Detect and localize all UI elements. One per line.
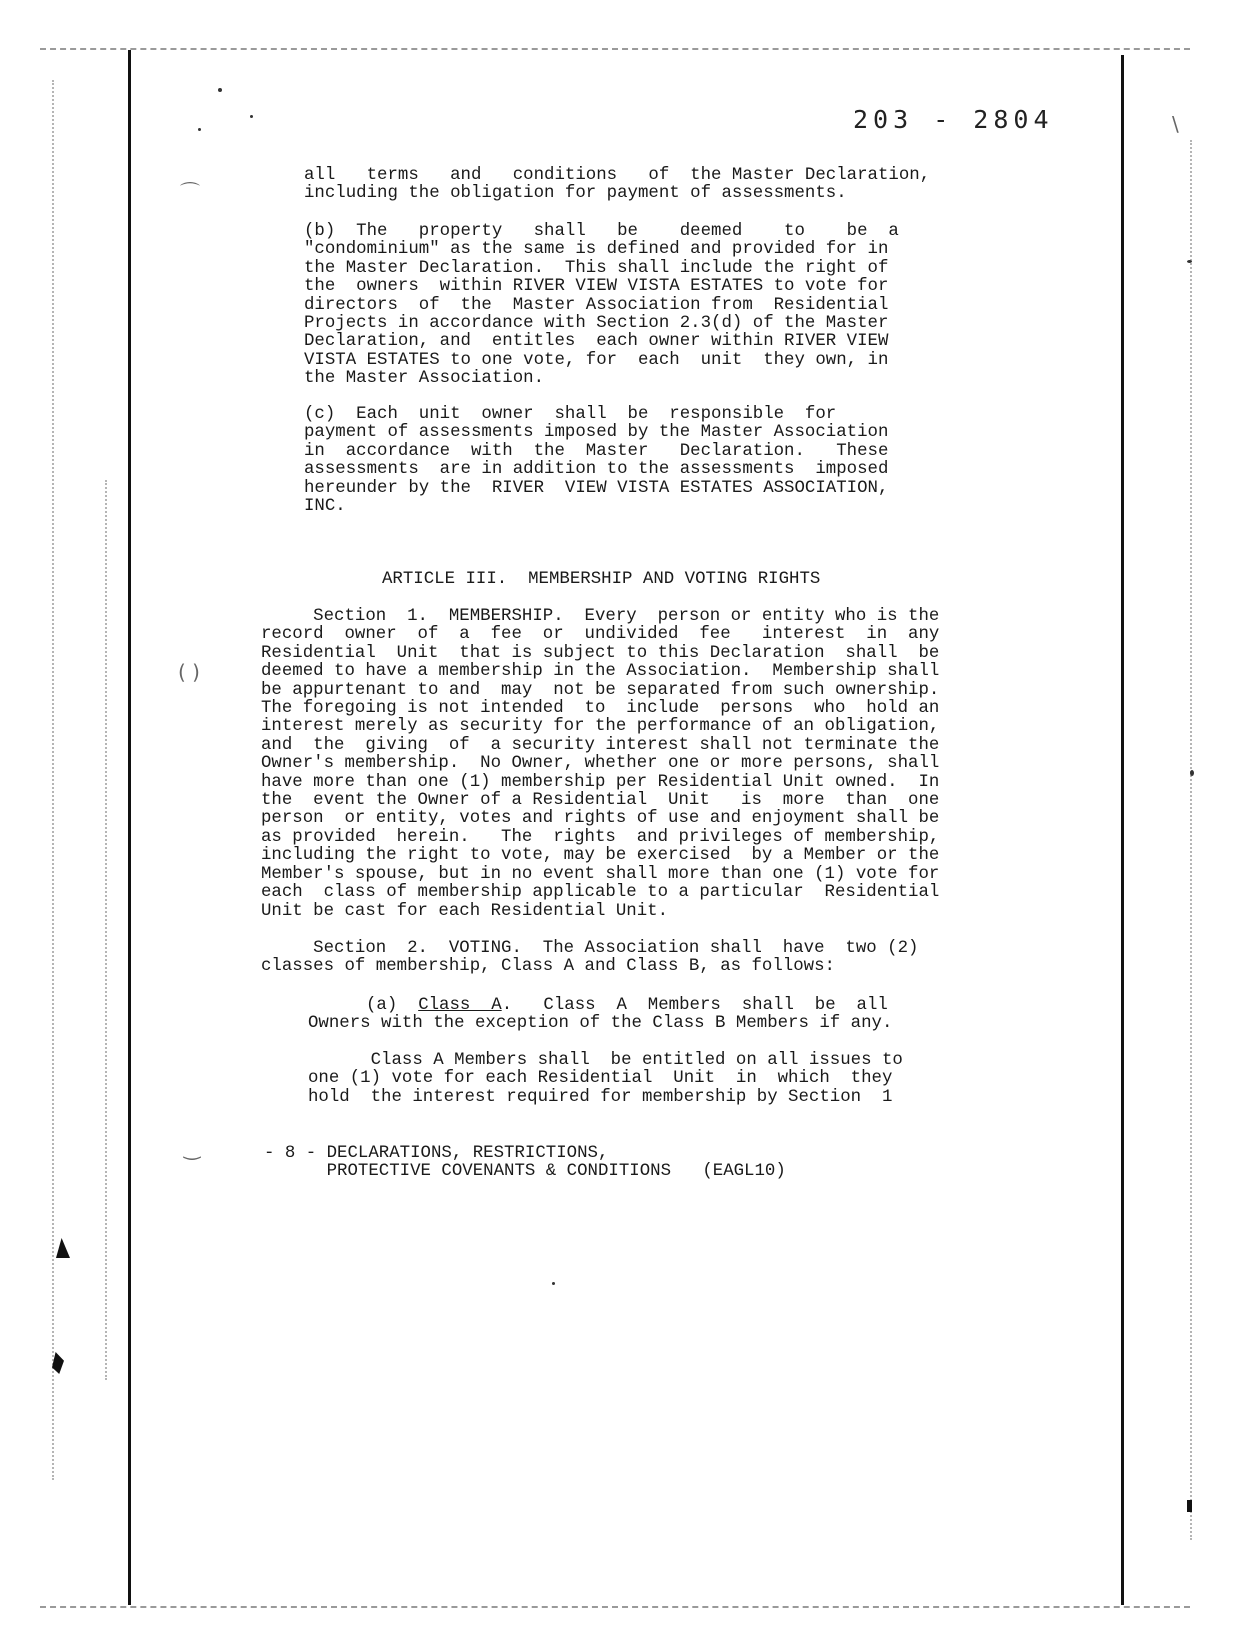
paragraph-b-line: the Master Declaration. This shall include the right of (304, 258, 889, 278)
footer-line: - 8 - DECLARATIONS, RESTRICTIONS, (264, 1144, 609, 1163)
class-a-line-2: Owners with the exception of the Class B Members if any. (308, 1014, 893, 1033)
class-a-votes-line: hold the interest required for membership by Section 1 (308, 1087, 893, 1107)
section-1-line: Section 1. MEMBERSHIP. Every person or entity who is the (261, 607, 940, 626)
scan-speck (250, 115, 253, 118)
continuation-line: including the obligation for payment of assessments. (304, 184, 847, 204)
continuation-line: all terms and conditions of the Master Declaration, (304, 166, 931, 185)
section-1-membership (261, 608, 939, 921)
paragraph-b-line: directors of the Master Association from Residential (304, 295, 889, 315)
class-a-votes-line: one (1) vote for each Residential Unit in which they (308, 1069, 893, 1089)
section-1-line: as provided herein. The rights and privileges of membership, (261, 827, 940, 847)
scan-speck (218, 88, 222, 92)
section-1-line: Member's spouse, but in no event shall more than one (1) vote for (261, 864, 940, 884)
scan-border-right (1121, 55, 1124, 1605)
scan-edge-top (40, 48, 1190, 50)
scan-mark: ‿ (184, 1136, 201, 1160)
paragraph-b-line: (b) The property shall be deemed to be a (304, 222, 899, 241)
paragraph-c-line: in accordance with the Master Declaration. These (304, 441, 889, 461)
continuation-paragraph (304, 167, 930, 204)
scan-blot (1187, 1500, 1192, 1512)
section-2-line: classes of membership, Class A and Class B, as follows: (261, 957, 835, 977)
scan-edge-bottom (40, 1606, 1190, 1608)
footer-line: PROTECTIVE COVENANTS & CONDITIONS (EAGL10) (264, 1162, 786, 1182)
scan-mark: \ (1172, 112, 1179, 136)
paragraph-c-line: assessments are in addition to the assessments imposed (304, 460, 889, 480)
paragraph-c-line: hereunder by the RIVER VIEW VISTA ESTATES ASSOCIATION, (304, 478, 889, 498)
scan-mark: ⌒ (180, 180, 200, 204)
section-2-line: Section 2. VOTING. The Association shall have two (2) (261, 939, 919, 958)
section-1-line: Unit be cast for each Residential Unit. (261, 901, 669, 921)
section-2-voting (261, 940, 918, 977)
class-a-line-1 (366, 997, 888, 1015)
page-footer (264, 1145, 786, 1182)
section-1-line: interest merely as security for the performance of an obligation, (261, 717, 940, 737)
scan-noise-left (52, 80, 54, 1480)
scan-mark: ( ) (178, 660, 200, 684)
paragraph-b-line: the Master Association. (304, 369, 545, 389)
scan-noise-left-inner (105, 480, 107, 1380)
section-1-line: deemed to have a membership in the Association. Membership shall (261, 662, 940, 682)
paragraph-b-line: the owners within RIVER VIEW VISTA ESTATES to vote for (304, 277, 889, 297)
class-a-votes-paragraph (308, 1052, 903, 1107)
section-1-line: be appurtenant to and may not be separated from such ownership. (261, 680, 940, 700)
section-1-line: including the right to vote, may be exercised by a Member or the (261, 846, 940, 866)
scan-speck (552, 1282, 555, 1285)
paragraph-b-line: Declaration, and entitles each owner within RIVER VIEW (304, 332, 889, 352)
scan-blot (56, 1238, 70, 1258)
section-1-line: record owner of a fee or undivided fee interest in any (261, 625, 940, 645)
section-1-line: have more than one (1) membership per Residential Unit owned. In (261, 772, 940, 792)
section-1-line: person or entity, votes and rights of use and enjoyment shall be (261, 809, 940, 829)
scan-speck (1190, 770, 1194, 776)
class-a-line-1-rest: . Class A Members shall be all (501, 996, 888, 1015)
scan-border-left (128, 50, 131, 1605)
section-1-line: The foregoing is not intended to include persons who hold an (261, 699, 940, 719)
paragraph-b-line: VISTA ESTATES to one vote, for each unit they own, in (304, 350, 889, 370)
paragraph-b (304, 223, 899, 389)
scan-noise-right (1190, 140, 1192, 1540)
scan-speck (198, 128, 201, 131)
section-1-line: the event the Owner of a Residential Unit is more than one (261, 791, 940, 811)
section-1-line: and the giving of a security interest shall not terminate the (261, 735, 940, 755)
class-a-votes-line: Class A Members shall be entitled on all issues to (308, 1051, 903, 1070)
section-1-line: each class of membership applicable to a particular Residential (261, 883, 940, 903)
section-1-line: Owner's membership. No Owner, whether one or more persons, shall (261, 754, 940, 774)
section-1-line: Residential Unit that is subject to this Declaration shall be (261, 643, 940, 663)
class-a-title: Class A (418, 996, 502, 1015)
paragraph-c-line: payment of assessments imposed by the Master Association (304, 423, 889, 443)
scan-speck (1187, 260, 1192, 263)
paragraph-c (304, 406, 888, 516)
paragraph-b-line: "condominium" as the same is defined and provided for in (304, 240, 889, 260)
page-number-stamp: 203 - 2804 (853, 105, 1054, 134)
paragraph-c-line: INC. (304, 497, 346, 517)
paragraph-c-line: (c) Each unit owner shall be responsible for (304, 405, 837, 424)
class-a-prefix: (a) (366, 996, 419, 1015)
article-heading: ARTICLE III. MEMBERSHIP AND VOTING RIGHTS (382, 570, 821, 589)
paragraph-b-line: Projects in accordance with Section 2.3(d) of the Master (304, 314, 889, 334)
